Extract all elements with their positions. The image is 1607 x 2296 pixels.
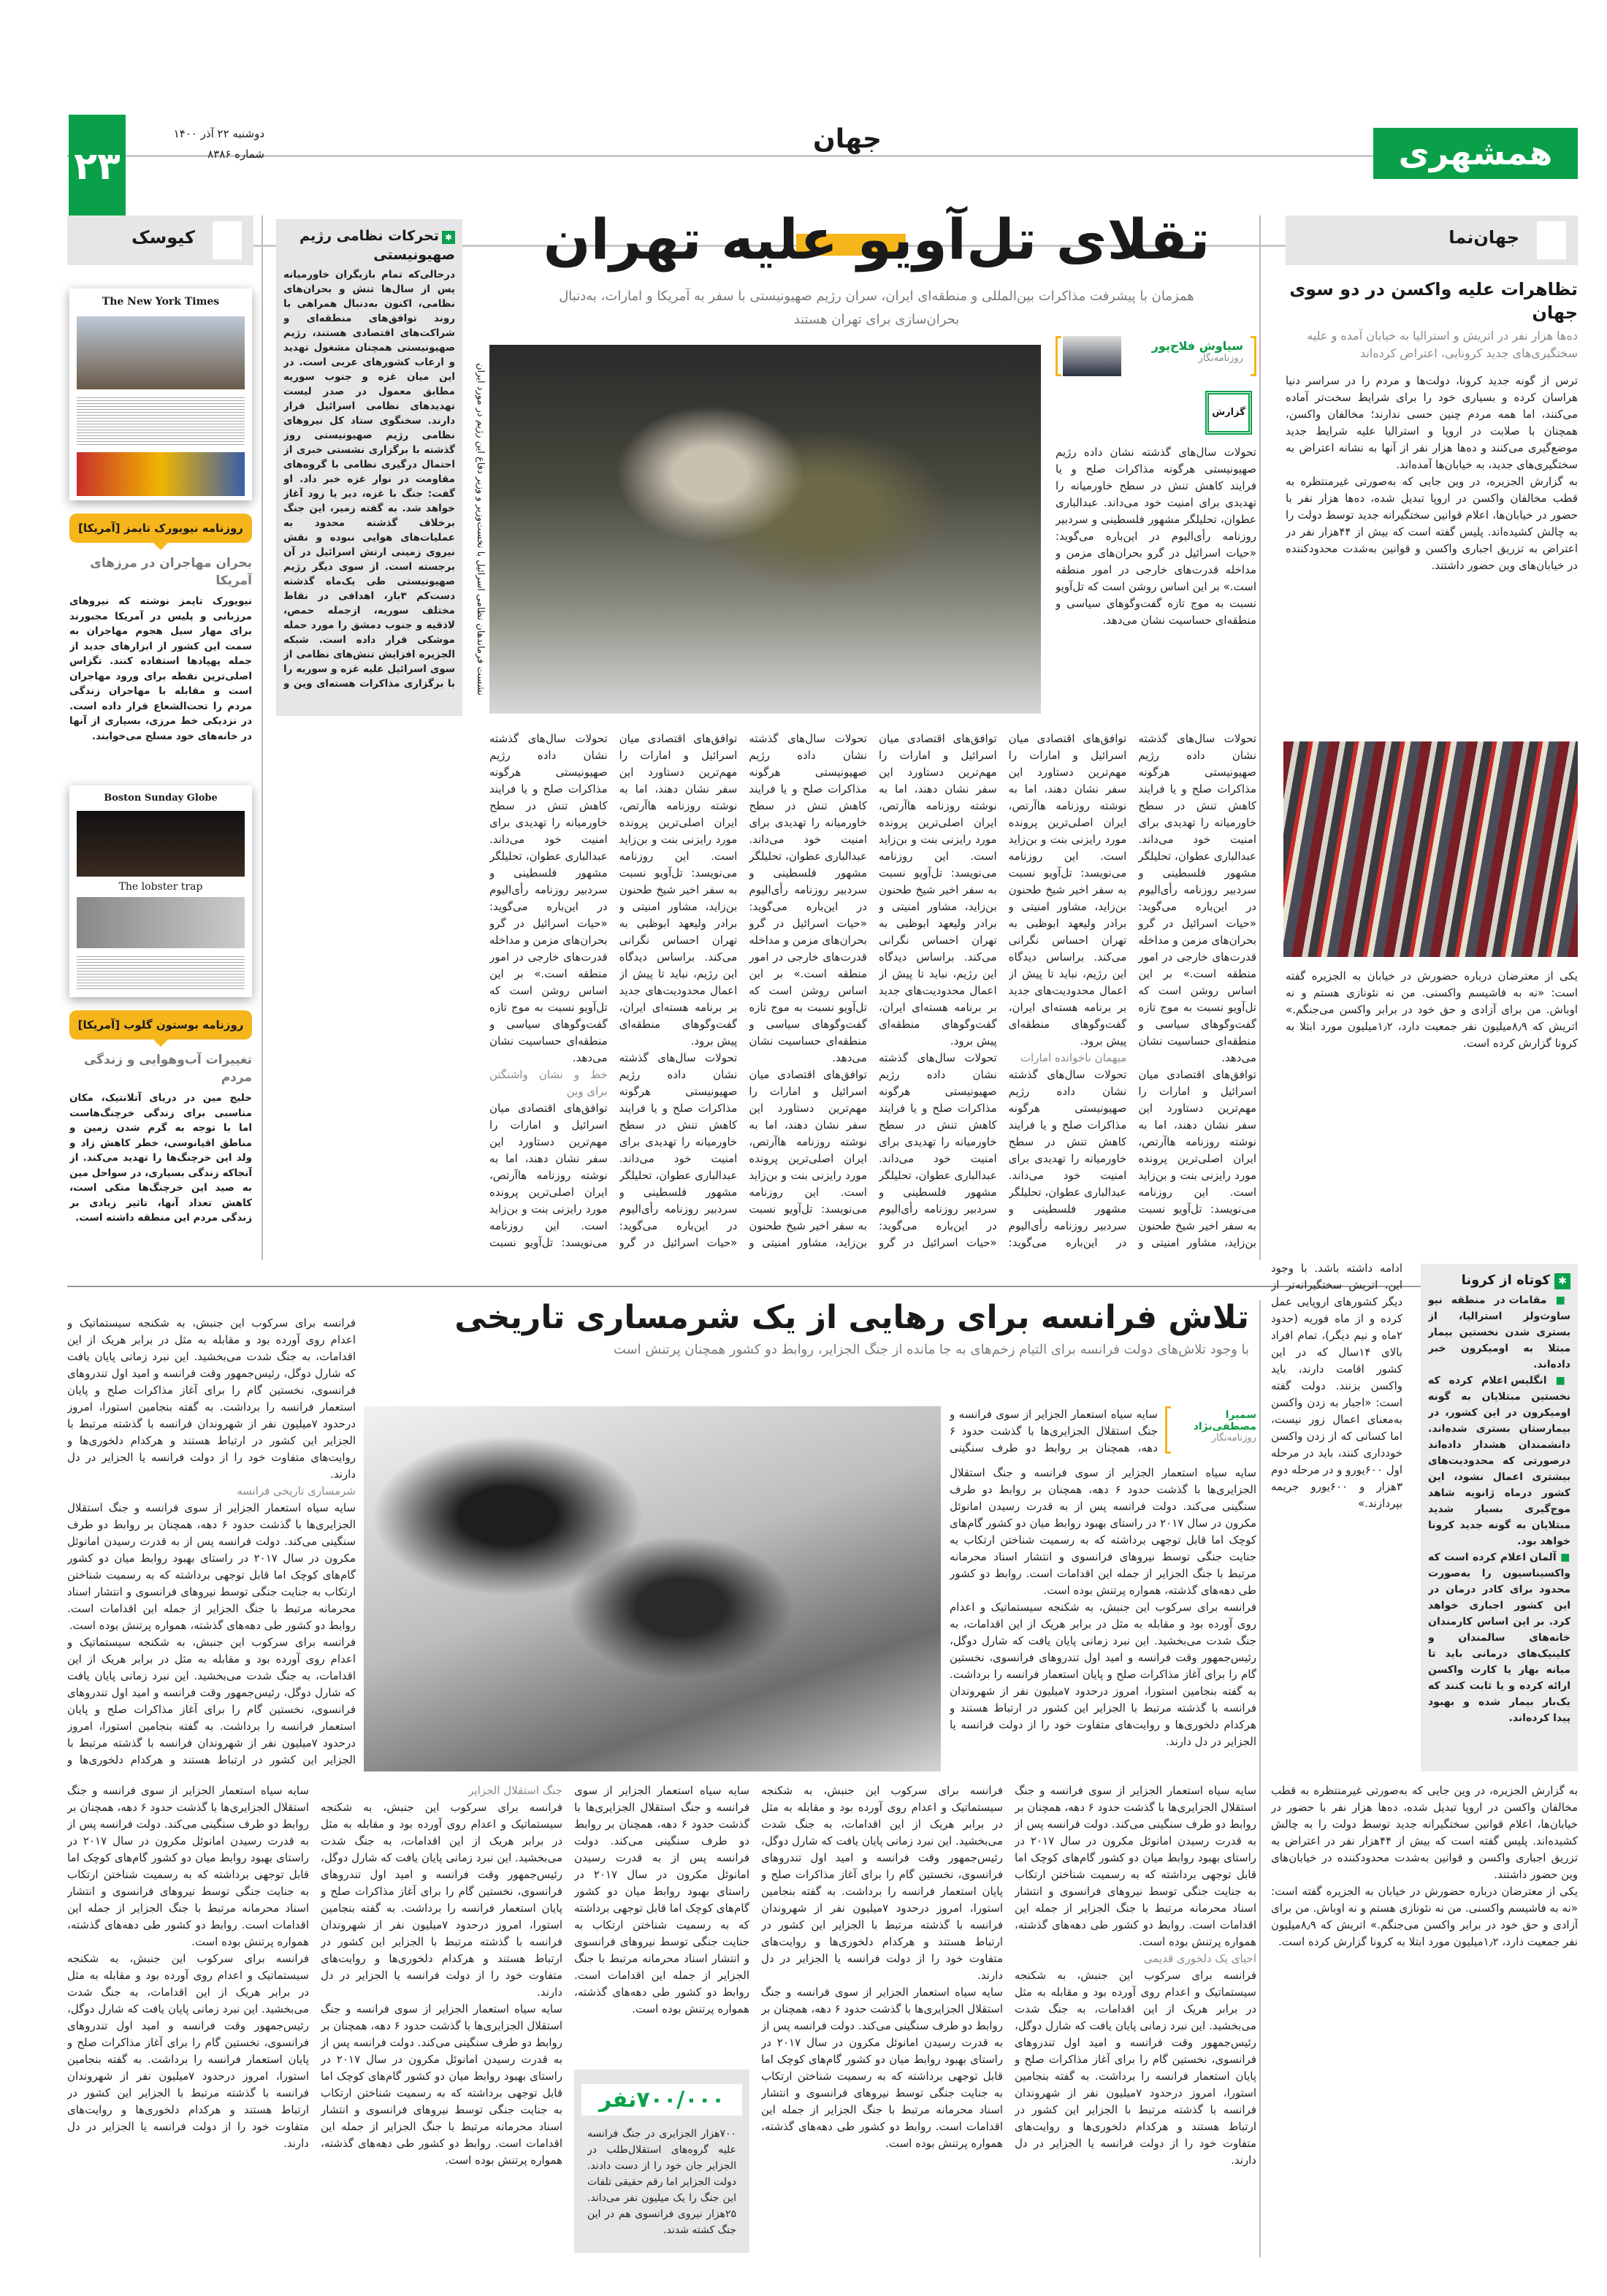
article-headline: تظاهرات علیه واکسن در دو سوی جهان [1289, 279, 1578, 323]
logo: همشهری [1373, 128, 1578, 179]
military-meeting-photo [489, 345, 1041, 714]
page-number: ۲۳ [69, 115, 126, 218]
issue-date: دوشنبه ۲۲ آذر ۱۴۰۰ [173, 127, 264, 140]
nyt-label: روزنامه نیویورک تایمز [آمریکا] [69, 514, 252, 543]
algeria-headline: تلاش فرانسه برای رهایی از یک شرمساری تاریخی [454, 1299, 1249, 1336]
globe-summary: خلیج مین در دریای آتلانتیک، مکان مناسبی برای زندگی خرچنگ‌هاست اما با توجه به گرم شدن زمین و مناطق اقیانوسی، خطر کاهش زاد و ولد این خرچنگ‌ها را تهدید می‌کند. از آنجاکه زندگی بسیاری، در سواحل مین به صید این خرچنگ‌ها متکی است، کاهش تعداد آنها، تاثیر زیادی بر زندگی مردم این منطقه داشته است. [69, 1092, 252, 1224]
corona-brief-box: ✱کوتاه از کرونا ■ مقامات در منطقه نیو ساوث‌ولز استرالیا، از بستری شدن نخستین بیمار مبتلا به اومیکرون خبر داده‌اند. ■ انگلیس اعلام کرده که نخستین مبتلایان به گونه اومیکرون در این کشور، در بیمارستان بستری شده‌اند. دانشمندان هشدار داده‌اند درصورتی که محدودیت‌های بیشتری اعمال نشود، این کشور درماه ژانویه شاهد موج‌گیری بسیار شدید مبتلایان به گونه جدید کرونا خواهد بود. ■ آلمان اعلام کرده است که واکسیناسیون را به‌صورت محدود برای کادر درمان در این کشور اجباری خواهد کرد. بر این اساس کارمندان خانه‌های سالمندان و کلینیک‌های درمانی باید تا میانه بهار یا کارت واکسن ارائه کرده و یا ثابت کنند که یک‌بار بیمار شده و بهبود پیدا کرده‌اند. [1421, 1264, 1578, 1771]
lead-column: تحولات سال‌های گذشته نشان داده رژیم صهیونیستی هرگونه مذاکرات صلح و یا فرایند کاهش تنش در سطح خاورمیانه را تهدیدی برای امنیت خود می‌داند. عبدالباری عطوان، تحلیلگر مشهور فلسطینی و سردبیر روزنامه رأی‌الیوم در این‌باره می‌گوید: «حیات اسرائیل در گرو بحران‌های مزمن و مداخله قدرت‌های خارجی در امور منطقه است.» بر این اساس روشن است که تل‌آویو نسبت به موج تازه گفت‌وگوهای سیاسی و منطقه‌ای حساسیت نشان می‌دهد. توافق‌های اقتصادی میان اسرائیل و امارات را مهم‌ترین دستاورد این سفر نشان دهند، اما به نوشته روزنامه هاآرتص، ایران اصلی‌ترین پرونده مورد رایزنی بنت و بن‌زاید است. این روزنامه می‌نویسد: تل‌آویو نسبت به سفر اخیر شیخ طحنون بن‌زاید، مشاور امنیتی و [749, 732, 867, 1249]
algeria-column: سایه سیاه استعمار الجزایر از سوی فرانسه و جنگ استقلال الجزایری‌ها با گذشت حدود ۶ دهه، همچنان بر روابط دو طرف سنگینی می‌کند. دولت فرانسه پس از به قدرت رسیدن امانوئل مکرون در سال ۲۰۱۷ در راستای بهبود روابط میان دو کشور گام‌های کوچک اما قابل توجهی برداشته که به رسمیت شناختن ارتکاب به جنایت جنگی توسط نیروهای فرانسوی و انتشار اسناد محرمانه مرتبط با جنگ الجزایر از جمله این اقدامات است. روابط دو کشور طی دهه‌های گذشته، همواره پرتنش بوده است. احیای یک دلخوری قدیمی فرانسه برای سرکوب این جنبش، به شکنجه سیستماتیک و اعدام روی آورده بود و مقابله به مثل در برابر هریک از این اقدامات، به جنگ شدت می‌بخشید. این نبرد زمانی پایان یافت که شارل دوگل، رئیس‌جمهور وقت فرانسه و امید اول تندروهای فرانسوی، نخستین گام را برای آغاز مذاکرات صلح و پایان استعمار فرانسه را برداشت. به گفته بنجامین استورا، امروز درحدود ۷میلیون نفر از شهروندان فرانسه با گذشته مرتبط با الجزایر این کشور در ارتباط هستند و هرکدام دلخوری‌ها و روایت‌های متفاوت خود را از دولت فرانسه یا الجزایر در دل دارند. [1015, 1784, 1256, 2167]
lead-column: توافق‌های اقتصادی میان اسرائیل و امارات را مهم‌ترین دستاورد این سفر نشان دهند، اما به نوشته روزنامه هاآرتص، ایران اصلی‌ترین پرونده مورد رایزنی بنت و بن‌زاید است. این روزنامه می‌نویسد: تل‌آویو نسبت به سفر اخیر شیخ طحنون بن‌زاید، مشاور امنیتی و برادر ولیعهد ابوظبی به تهران احساس نگرانی می‌کند. براساس دیدگاه این رژیم، نباید تا پیش از اعمال محدودیت‌های جدید بر برنامه هسته‌ای ایران، گفت‌وگوهای منطقه‌ای پیش برود. تحولات سال‌های گذشته نشان داده رژیم صهیونیستی هرگونه مذاکرات صلح و یا فرایند کاهش تنش در سطح خاورمیانه را تهدیدی برای امنیت خود می‌داند. عبدالباری عطوان، تحلیلگر مشهور فلسطینی و سردبیر روزنامه رأی‌الیوم در این‌باره می‌گوید: «حیات اسرائیل در گرو [878, 732, 997, 1249]
algeria-subtitle: با وجود تلاش‌های دولت فرانسه برای التیام زخم‌های به جا مانده از جنگ الجزایر، روابط دو کشور همچنان پرتنش است [613, 1342, 1249, 1357]
author-byline: سیاوش فلاح‌پور روزنامه‌نگار [1056, 336, 1256, 376]
protest-photo [1283, 741, 1578, 957]
lead-subtitle: همزمان با پیشرفت مذاکرات بین‌المللی و منطقه‌ای ایران، سران رژیم صهیونیستی با سفر به آمریکا و امارات، به‌دنبال بحران‌سازی برای تهران هستند [559, 289, 1194, 327]
author-photo [1063, 336, 1121, 376]
lead-headline: تقلای تل‌آویو علیه تهران [543, 207, 1210, 272]
star-icon: ✱ [442, 231, 455, 244]
issue-number: شماره ۸۳۸۶ [207, 148, 264, 161]
article-subtitle: ده‌ها هزار نفر در اتریش و استرالیا به خیابان آمده و علیه سختگیری‌های جدید کرونایی، اعتراض کرده‌اند [1307, 329, 1578, 360]
nyt-summary: نیویورک تایمز نوشته که نیروهای مرزبانی و پلیس در آمریکا مجبورند برای مهار سیل هجوم مهاجران به سمت این کشور از ابزارهای جدید از جمله پهپادها استفاده کنند. تگزاس اصلی‌ترین نقطه برای ورود مهاجران است و مقابله با مهاجران زندگی مردم را تحت‌الشعاع قرار داده است. در نزدیکی خط مرزی، بسیاری از آنها در خانه‌های خود مسلح می‌خوابند. [69, 595, 252, 742]
article-body-end: به گزارش الجزیره، در وین جایی که به‌صورتی غیرمنتظره به قطب مخالفان واکسن در اروپا تبدیل شده، ده‌ها هزار نفر با حضور در خیابان‌ها، اعلام قوانین سختگیرانه جدید توسط دولت را به چالش کشیده‌اند. پلیس گفته است که بیش از ۴۴هزار نفر در اعتراض به تزریق اجباری واکسن و قوانین به‌شدت محدودکننده در خیابان‌های وین حضور داشتند. یکی از معترضان درباره حضورش در خیابان به الجزیره گفته است: «نه به فاشیسم واکسنی. من نه نئونازی هستم و نه اوباش. من برای آزادی و حق خود در برابر واکسن می‌جنگم.» اتریش که ۸٫۹میلیون نفر جمعیت دارد، ۱٫۲میلیون مورد ابتلا به کرونا گزارش کرده است. [1271, 1784, 1578, 1948]
photo-caption: نشست فرماندهان نظامی اسرائیل با نخست‌وزیر و وزیر دفاع این رژیم در مورد ایران [475, 362, 486, 696]
algeria-column: سایه سیاه استعمار الجزایر از سوی فرانسه و جنگ استقلال الجزایری‌ها با گذشت حدود ۶ دهه، همچنان بر روابط دو طرف سنگینی می‌کند. دولت فرانسه پس از به قدرت رسیدن امانوئل مکرون در سال ۲۰۱۷ در راستای بهبود روابط میان دو کشور گام‌های کوچک اما قابل توجهی برداشته که به رسمیت شناختن ارتکاب به جنایت جنگی توسط نیروهای فرانسوی و انتشار اسناد محرمانه مرتبط با جنگ الجزایر از جمله این اقدامات است. روابط دو کشور طی دهه‌های گذشته، همواره پرتنش بوده است. [574, 1784, 749, 2015]
casualty-number: ۷۰۰/۰۰۰نفر [581, 2084, 742, 2116]
lead-column: توافق‌های اقتصادی میان اسرائیل و امارات را مهم‌ترین دستاورد این سفر نشان دهند، اما به نوشته روزنامه هاآرتص، ایران اصلی‌ترین پرونده مورد رایزنی بنت و بن‌زاید است. این روزنامه می‌نویسد: تل‌آویو نسبت به سفر اخیر شیخ طحنون بن‌زاید، مشاور امنیتی و برادر ولیعهد ابوظبی به تهران احساس نگرانی می‌کند. براساس دیدگاه این رژیم، نباید تا پیش از اعمال محدودیت‌های جدید بر برنامه هسته‌ای ایران، گفت‌وگوهای منطقه‌ای پیش برود. میهمان ناخوانده امارات تحولات سال‌های گذشته نشان داده رژیم صهیونیستی هرگونه مذاکرات صلح و یا فرایند کاهش تنش در سطح خاورمیانه را تهدیدی برای امنیت خود می‌داند. عبدالباری عطوان، تحلیلگر مشهور فلسطینی و سردبیر روزنامه رأی‌الیوم در این‌باره می‌گوید: [1008, 732, 1127, 1249]
algeria-column: سایه سیاه استعمار الجزایر از سوی فرانسه و جنگ استقلال الجزایری‌ها با گذشت حدود ۶ دهه، همچنان بر روابط دو طرف سنگینی می‌کند. دولت فرانسه پس از به قدرت رسیدن امانوئل مکرون در سال ۲۰۱۷ در راستای بهبود روابط میان دو کشور گام‌های کوچک اما قابل توجهی برداشته که به رسمیت شناختن ارتکاب به جنایت جنگی توسط نیروهای فرانسوی و انتشار اسناد محرمانه مرتبط با جنگ الجزایر از جمله این اقدامات است. روابط دو کشور طی دهه‌های گذشته، همواره پرتنش بوده است. فرانسه برای سرکوب این جنبش، به شکنجه سیستماتیک و اعدام روی آورده بود و مقابله به مثل در برابر هریک از این اقدامات، به جنگ شدت می‌بخشید. این نبرد زمانی پایان یافت که شارل دوگل، رئیس‌جمهور وقت فرانسه و امید اول تندروهای فرانسوی، نخستین گام را برای آغاز مذاکرات صلح و پایان استعمار فرانسه را برداشت. به گفته بنجامین استورا، امروز درحدود ۷میلیون نفر از شهروندان فرانسه با گذشته مرتبط با الجزایر این کشور در ارتباط هستند و هرکدام دلخوری‌ها و روایت‌های متفاوت خود را از دولت فرانسه یا الجزایر در دل دارند. [67, 1784, 309, 2150]
jahan-nama-header: جهان‌نما [1286, 216, 1578, 265]
algeria-intro: سایه سیاه استعمار الجزایر از سوی فرانسه و جنگ استقلال الجزایری‌ها با گذشت حدود ۶ دهه، همچنان بر روابط دو طرف سنگینی [950, 1408, 1158, 1454]
casualty-quote-box: ۷۰۰/۰۰۰نفر ۷۰۰هزار الجزایری در جنگ فرانسه علیه گروه‌های استقلال‌طلب در الجزایر جان خود را از دست دادند. دولت الجزایر اما رقم حقیقی تلفات این جنگ را یک میلیون نفر می‌داند. ۲۵هزار نیروی فرانسوی هم در این جنگ کشته شدند. [574, 2070, 749, 2253]
article-body-continued: یکی از معترضان درباره حضورش در خیابان به الجزیره گفته است: «نه به فاشیسم واکسنی. من نه نئونازی هستم و نه اوباش. من برای آزادی و حق خود در برابر واکسن می‌جنگم.» اتریش که ۸٫۹میلیون نفر جمعیت دارد، ۱٫۲میلیون مورد ابتلا به کرونا گزارش کرده است. [1286, 969, 1578, 1050]
lead-intro: تحولات سال‌های گذشته نشان داده رژیم صهیونیستی هرگونه مذاکرات صلح و یا فرایند کاهش تنش در سطح خاورمیانه را تهدیدی برای امنیت خود می‌داند. عبدالباری عطوان، تحلیلگر مشهور فلسطینی و سردبیر روزنامه رأی‌الیوم در این‌باره می‌گوید: «حیات اسرائیل در گرو بحران‌های مزمن و مداخله قدرت‌های خارجی در امور منطقه است.» بر این اساس روشن است که تل‌آویو نسبت به موج تازه گفت‌وگوهای سیاسی و منطقه‌ای حساسیت نشان می‌دهد. [1056, 446, 1256, 627]
lead-column: تحولات سال‌های گذشته نشان داده رژیم صهیونیستی هرگونه مذاکرات صلح و یا فرایند کاهش تنش در سطح خاورمیانه را تهدیدی برای امنیت خود می‌داند. عبدالباری عطوان، تحلیلگر مشهور فلسطینی و سردبیر روزنامه رأی‌الیوم در این‌باره می‌گوید: «حیات اسرائیل در گرو بحران‌های مزمن و مداخله قدرت‌های خارجی در امور منطقه است.» بر این اساس روشن است که تل‌آویو نسبت به موج تازه گفت‌وگوهای سیاسی و منطقه‌ای حساسیت نشان می‌دهد. خط و نشان واشنگتن برای وین توافق‌های اقتصادی میان اسرائیل و امارات را مهم‌ترین دستاورد این سفر نشان دهند، اما به نوشته روزنامه هاآرتص، ایران اصلی‌ترین پرونده مورد رایزنی بنت و بن‌زاید است. این روزنامه می‌نویسد: تل‌آویو نسبت [489, 732, 608, 1249]
algeria-column: جنگ استقلال الجزایر فرانسه برای سرکوب این جنبش، به شکنجه سیستماتیک و اعدام روی آورده بود و مقابله به مثل در برابر هریک از این اقدامات، به جنگ شدت می‌بخشید. این نبرد زمانی پایان یافت که شارل دوگل، رئیس‌جمهور وقت فرانسه و امید اول تندروهای فرانسوی، نخستین گام را برای آغاز مذاکرات صلح و پایان استعمار فرانسه را برداشت. به گفته بنجامین استورا، امروز درحدود ۷میلیون نفر از شهروندان فرانسه با گذشته مرتبط با الجزایر این کشور در ارتباط هستند و هرکدام دلخوری‌ها و روایت‌های متفاوت خود را از دولت فرانسه یا الجزایر در دل دارند. سایه سیاه استعمار الجزایر از سوی فرانسه و جنگ استقلال الجزایری‌ها با گذشت حدود ۶ دهه، همچنان بر روابط دو طرف سنگینی می‌کند. دولت فرانسه پس از به قدرت رسیدن امانوئل مکرون در سال ۲۰۱۷ در راستای بهبود روابط میان دو کشور گام‌های کوچک اما قابل توجهی برداشته که به رسمیت شناختن ارتکاب به جنایت جنگی توسط نیروهای فرانسوی و انتشار اسناد محرمانه مرتبط با جنگ الجزایر از جمله این اقدامات است. روابط دو کشور طی دهه‌های گذشته، همواره پرتنش بوده است. [321, 1784, 562, 2167]
section-title: جهان [813, 124, 882, 154]
nyt-front-page: The New York Times [69, 289, 252, 500]
globe-headline: تغییرات آب‌وهوایی و زندگی مردم [83, 1053, 252, 1085]
brief-item: ■ مقامات در منطقه نیو ساوث‌ولز استرالیا، از بستری شدن نخستین بیمار مبتلا به اومیکرون خبر داده‌اند. [1428, 1294, 1570, 1370]
author-byline: سمیرا مصطفی‌نژاد روزنامه‌نگار [1165, 1406, 1256, 1454]
lead-column: توافق‌های اقتصادی میان اسرائیل و امارات را مهم‌ترین دستاورد این سفر نشان دهند، اما به نوشته روزنامه هاآرتص، ایران اصلی‌ترین پرونده مورد رایزنی بنت و بن‌زاید است. این روزنامه می‌نویسد: تل‌آویو نسبت به سفر اخیر شیخ طحنون بن‌زاید، مشاور امنیتی و برادر ولیعهد ابوظبی به تهران احساس نگرانی می‌کند. براساس دیدگاه این رژیم، نباید تا پیش از اعمال محدودیت‌های جدید بر برنامه هسته‌ای ایران، گفت‌وگوهای منطقه‌ای پیش برود. تحولات سال‌های گذشته نشان داده رژیم صهیونیستی هرگونه مذاکرات صلح و یا فرایند کاهش تنش در سطح خاورمیانه را تهدیدی برای امنیت خود می‌داند. عبدالباری عطوان، تحلیلگر مشهور فلسطینی و سردبیر روزنامه رأی‌الیوم در این‌باره می‌گوید: «حیات اسرائیل در گرو [619, 732, 738, 1249]
algeria-column: فرانسه برای سرکوب این جنبش، به شکنجه سیستماتیک و اعدام روی آورده بود و مقابله به مثل در برابر هریک از این اقدامات، به جنگ شدت می‌بخشید. این نبرد زمانی پایان یافت که شارل دوگل، رئیس‌جمهور وقت فرانسه و امید اول تندروهای فرانسوی، نخستین گام را برای آغاز مذاکرات صلح و پایان استعمار فرانسه را برداشت. به گفته بنجامین استورا، امروز درحدود ۷میلیون نفر از شهروندان فرانسه با گذشته مرتبط با الجزایر این کشور در ارتباط هستند و هرکدام دلخوری‌ها و روایت‌های متفاوت خود را از دولت فرانسه یا الجزایر در دل دارند. سایه سیاه استعمار الجزایر از سوی فرانسه و جنگ استقلال الجزایری‌ها با گذشت حدود ۶ دهه، همچنان بر روابط دو طرف سنگینی می‌کند. دولت فرانسه پس از به قدرت رسیدن امانوئل مکرون در سال ۲۰۱۷ در راستای بهبود روابط میان دو کشور گام‌های کوچک اما قابل توجهی برداشته که به رسمیت شناختن ارتکاب به جنایت جنگی توسط نیروهای فرانسوی و انتشار اسناد محرمانه مرتبط با جنگ الجزایر از جمله این اقدامات است. روابط دو کشور طی دهه‌های گذشته، همواره پرتنش بوده است. [761, 1784, 1003, 2150]
algeria-war-photo [364, 1406, 941, 1771]
algeria-main-text: سایه سیاه استعمار الجزایر از سوی فرانسه و جنگ استقلال الجزایری‌ها با گذشت حدود ۶ دهه، همچنان بر روابط دو طرف سنگینی می‌کند. دولت فرانسه پس از به قدرت رسیدن امانوئل مکرون در سال ۲۰۱۷ در راستای بهبود روابط میان دو کشور گام‌های کوچک اما قابل توجهی برداشته که به رسمیت شناختن ارتکاب به جنایت جنگی توسط نیروهای فرانسوی و انتشار اسناد محرمانه مرتبط با جنگ الجزایر از جمله این اقدامات است. روابط دو کشور طی دهه‌های گذشته، همواره پرتنش بوده است. فرانسه برای سرکوب این جنبش، به شکنجه سیستماتیک و اعدام روی آورده بود و مقابله به مثل در برابر هریک از این اقدامات، به جنگ شدت می‌بخشید. این نبرد زمانی پایان یافت که شارل دوگل، رئیس‌جمهور وقت فرانسه و امید اول تندروهای فرانسوی، نخستین گام را برای آغاز مذاکرات صلح و پایان استعمار فرانسه را برداشت. به گفته بنجامین استورا، امروز درحدود ۷میلیون نفر از شهروندان فرانسه با گذشته مرتبط با الجزایر این کشور در ارتباط هستند و هرکدام دلخوری‌ها و روایت‌های متفاوت خود را از دولت فرانسه یا الجزایر در دل دارند. [950, 1466, 1256, 1748]
nyt-headline: بحران مهاجران در مرزهای آمریکا [90, 556, 252, 588]
article-body-continued: ادامه داشته باشد. با وجود این، اتریش سختگیرانه‌تر از دیگر کشورهای اروپایی عمل کرده و از ماه فوریه (حدود ۲ماه و نیم دیگر)، تمام افراد بالای ۱۴سال که در این کشور اقامت دارند، باید واکسن بزنند. دولت گفته است: «اجبار به زدن واکسن به‌معنای اعمال زور نیست، اما کسانی که از زدن واکسن خودداری کنند، باید در مرحله اول ۶۰۰یورو و در مرحله دوم ۳هزار و ۶۰۰یورو جریمه بپردازند.» [1271, 1262, 1402, 1510]
boston-globe-front-page: Boston Sunday Globe The lobster trap [69, 785, 252, 997]
algeria-left-text: فرانسه برای سرکوب این جنبش، به شکنجه سیستماتیک و اعدام روی آورده بود و مقابله به مثل در برابر هریک از این اقدامات، به جنگ شدت می‌بخشید. این نبرد زمانی پایان یافت که شارل دوگل، رئیس‌جمهور وقت فرانسه و امید اول تندروهای فرانسوی، نخستین گام را برای آغاز مذاکرات صلح و پایان استعمار فرانسه را برداشت. به گفته بنجامین استورا، امروز درحدود ۷میلیون نفر از شهروندان فرانسه با گذشته مرتبط با الجزایر این کشور در ارتباط هستند و هرکدام دلخوری‌ها و روایت‌های متفاوت خود را از دولت فرانسه یا الجزایر در دل دارند. شرمساری تاریخی فرانسه سایه سیاه استعمار الجزایر از سوی فرانسه و جنگ استقلال الجزایری‌ها با گذشت حدود ۶ دهه، همچنان بر روابط دو طرف سنگینی می‌کند. دولت فرانسه پس از به قدرت رسیدن امانوئل مکرون در سال ۲۰۱۷ در راستای بهبود روابط میان دو کشور گام‌های کوچک اما قابل توجهی برداشته که به رسمیت شناختن ارتکاب به جنایت جنگی توسط نیروهای فرانسوی و انتشار اسناد محرمانه مرتبط با جنگ الجزایر از جمله این اقدامات است. روابط دو کشور طی دهه‌های گذشته، همواره پرتنش بوده است. فرانسه برای سرکوب این جنبش، به شکنجه سیستماتیک و اعدام روی آورده بود و مقابله به مثل در برابر هریک از این اقدامات، به جنگ شدت می‌بخشید. این نبرد زمانی پایان یافت که شارل دوگل، رئیس‌جمهور وقت فرانسه و امید اول تندروهای فرانسوی، نخستین گام را برای آغاز مذاکرات صلح و پایان استعمار فرانسه را برداشت. به گفته بنجامین استورا، امروز درحدود ۷میلیون نفر از شهروندان فرانسه با گذشته مرتبط با الجزایر این کشور در ارتباط هستند و هرکدام دلخوری‌ها و [67, 1316, 356, 1766]
brief-item: ■ آلمان اعلام کرده است که واکسیناسیون را به‌صورت محدود برای کادر درمان در این کشور اجباری خواهد کرد. بر این اساس کارمندان خانه‌های سالمندان و کلینیک‌های درمانی باید تا میانه بهار یا کارت واکسن ارائه کرده و یا ثابت کنند که یک‌بار بیمار شده و بهبود پیدا کرده‌اند. [1428, 1552, 1570, 1724]
military-moves-box: ✱تحرکات نظامی رژیم صهیونیستی درحالی‌که تمام بازیگران خاورمیانه پس از سال‌ها تنش و بحران‌های نظامی، اکنون به‌دنبال همراهی با روند توافق‌های منطقه‌ای و شراکت‌های اقتصادی هستند، رژیم صهیونیستی همچنان مشغول تهدید و ارعاب کشورهای عربی است. در این میان غزه و جنوب سوریه مطابق معمول در صدر لیست تهدیدهای نظامی اسرائیل قرار دارند. سخنگوی ستاد کل نیروهای نظامی رژیم صهیونیستی روز گذشته با برگزاری نشستی خبری از احتمال درگیری نظامی با گروه‌های مقاومت در نوار غزه خبر داد. او گفت: جنگ با غزه، دیر یا زود آغاز خواهد شد. به گفته زمیر، این جنگ برخلاف گذشته محدود به عملیات‌های هوایی نبوده و نقش نیروی زمینی ارتش اسرائیل در آن برجسته است. از سوی دیگر رژیم صهیونیستی طی یک‌ماه گذشته دست‌کم ۳بار، اهدافی در نقاط مختلف سوریه، ازجمله حمص، لاذقیه و جنوب دمشق را مورد حمله موشکی قرار داده است. شبکه الجزیره افزایش تنش‌های نظامی از سوی اسرائیل علیه غزه و سوریه را با برگزاری مذاکرات هسته‌ای وین و [276, 219, 462, 716]
article-body: ترس از گونه جدید کرونا، دولت‌ها و مردم را در سراسر دنیا هراسان کرده و بسیاری خود را برای شرایط سخت‌تر آماده می‌کنند، اما همه مردم چنین حسی ندارند؛ مخالفان واکسن، همچنان با صلابت در اروپا و استرالیا علیه شرایط جدید موضع‌گیری می‌کنند و ده‌ها هزار نفر از آنها به نشانه اعتراض به سختگیری‌های جدید، به خیابان‌ها آمده‌اند. به گزارش الجزیره، در وین جایی که به‌صورتی غیرمنتظره به قطب مخالفان واکسن در اروپا تبدیل شده، ده‌ها هزار نفر با حضور در خیابان‌ها، اعلام قوانین سختگیرانه جدید توسط دولت را به چالش کشیده‌اند. پلیس گفته است که بیش از ۴۴هزار نفر در اعتراض به تزریق اجباری واکسن و قوانین به‌شدت محدودکننده در خیابان‌های وین حضور داشتند. [1286, 374, 1578, 572]
brief-item: ■ انگلیس اعلام کرده که نخستین مبتلایان به گونه اومیکرون در این کشور، در بیمارستان بستری شده‌اند. دانشمندان هشدار داده‌اند درصورتی که محدودیت‌های بیشتری اعمال نشود، این کشور درماه ژانویه شاهد موج‌گیری بسیار شدید مبتلایان به گونه جدید کرونا خواهد بود. [1428, 1375, 1570, 1547]
report-tag: گزارش [1205, 391, 1252, 435]
kiosk-header: کیوسک [67, 216, 253, 265]
globe-label: روزنامه بوستون گلوب [آمریکا] [69, 1010, 252, 1040]
star-icon: ✱ [1554, 1273, 1570, 1289]
lead-column: تحولات سال‌های گذشته نشان داده رژیم صهیونیستی هرگونه مذاکرات صلح و یا فرایند کاهش تنش در سطح خاورمیانه را تهدیدی برای امنیت خود می‌داند. عبدالباری عطوان، تحلیلگر مشهور فلسطینی و سردبیر روزنامه رأی‌الیوم در این‌باره می‌گوید: «حیات اسرائیل در گرو بحران‌های مزمن و مداخله قدرت‌های خارجی در امور منطقه است.» بر این اساس روشن است که تل‌آویو نسبت به موج تازه گفت‌وگوهای سیاسی و منطقه‌ای حساسیت نشان می‌دهد. توافق‌های اقتصادی میان اسرائیل و امارات را مهم‌ترین دستاورد این سفر نشان دهند، اما به نوشته روزنامه هاآرتص، ایران اصلی‌ترین پرونده مورد رایزنی بنت و بن‌زاید است. این روزنامه می‌نویسد: تل‌آویو نسبت به سفر اخیر شیخ طحنون بن‌زاید، مشاور امنیتی و [1138, 732, 1256, 1249]
